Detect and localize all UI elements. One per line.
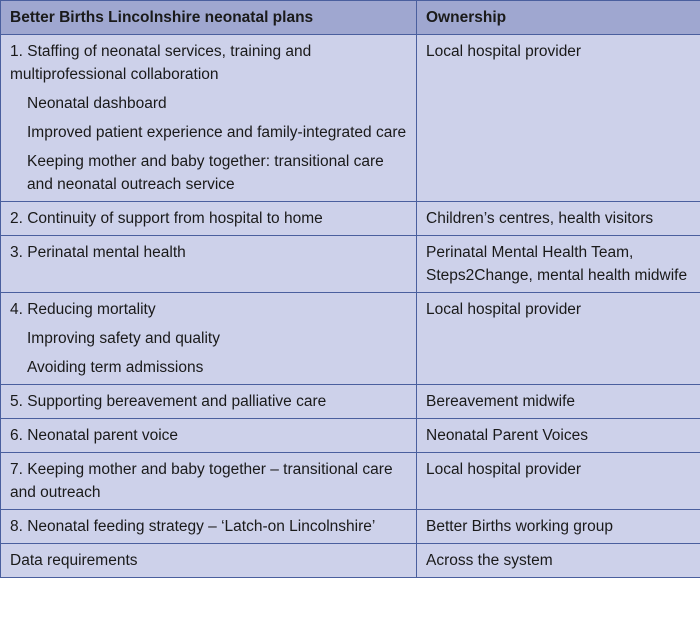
plan-subitem: Improved patient experience and family-integrated care [27,124,407,141]
header-ownership: Ownership [417,1,700,35]
owner-cell: Across the system [417,544,700,578]
plan-subitem: Avoiding term admissions [27,359,204,376]
header-plans: Better Births Lincolnshire neonatal plans [1,1,417,35]
plan-cell [1,293,417,385]
plan-subitem: Neonatal dashboard [27,95,167,112]
plan-cell [1,35,417,202]
table-header-row [1,1,700,35]
owner-cell: Perinatal Mental Health Team, Steps2Change, mental health midwife [417,236,700,293]
plan-item: Data requirements [10,552,138,569]
owner-cell: Local hospital provider [417,293,700,385]
plan-cell [1,544,417,578]
table-row [1,453,700,510]
plan-cell [1,453,417,510]
table-row [1,419,700,453]
table-row [1,35,700,202]
owner-cell: Local hospital provider [417,453,700,510]
table-row [1,544,700,578]
plan-cell [1,419,417,453]
plan-item: 7. Keeping mother and baby together – transitional care and outreach [10,461,393,501]
plan-cell [1,236,417,293]
plan-cell [1,510,417,544]
plan-item: 5. Supporting bereavement and palliative care [10,393,327,410]
plan-cell [1,385,417,419]
owner-cell: Neonatal Parent Voices [417,419,700,453]
plan-item: 2. Continuity of support from hospital to home [10,210,323,227]
plan-item: 1. Staffing of neonatal services, training and multiprofessional collaboration [10,43,312,83]
plan-subitem: Improving safety and quality [27,330,220,347]
owner-cell: Bereavement midwife [417,385,700,419]
plan-subitem: Keeping mother and baby together: transitional care and neonatal outreach service [27,153,384,193]
table-row [1,202,700,236]
table-row [1,293,700,385]
table-row [1,236,700,293]
plan-item: 8. Neonatal feeding strategy – ‘Latch-on Lincolnshire’ [10,518,376,535]
plan-item: 3. Perinatal mental health [10,244,186,261]
plan-item: 6. Neonatal parent voice [10,427,179,444]
table-row [1,510,700,544]
table-row [1,385,700,419]
owner-cell: Children’s centres, health visitors [417,202,700,236]
plan-item: 4. Reducing mortality [10,301,156,318]
owner-cell: Local hospital provider [417,35,700,202]
plan-cell [1,202,417,236]
owner-cell: Better Births working group [417,510,700,544]
